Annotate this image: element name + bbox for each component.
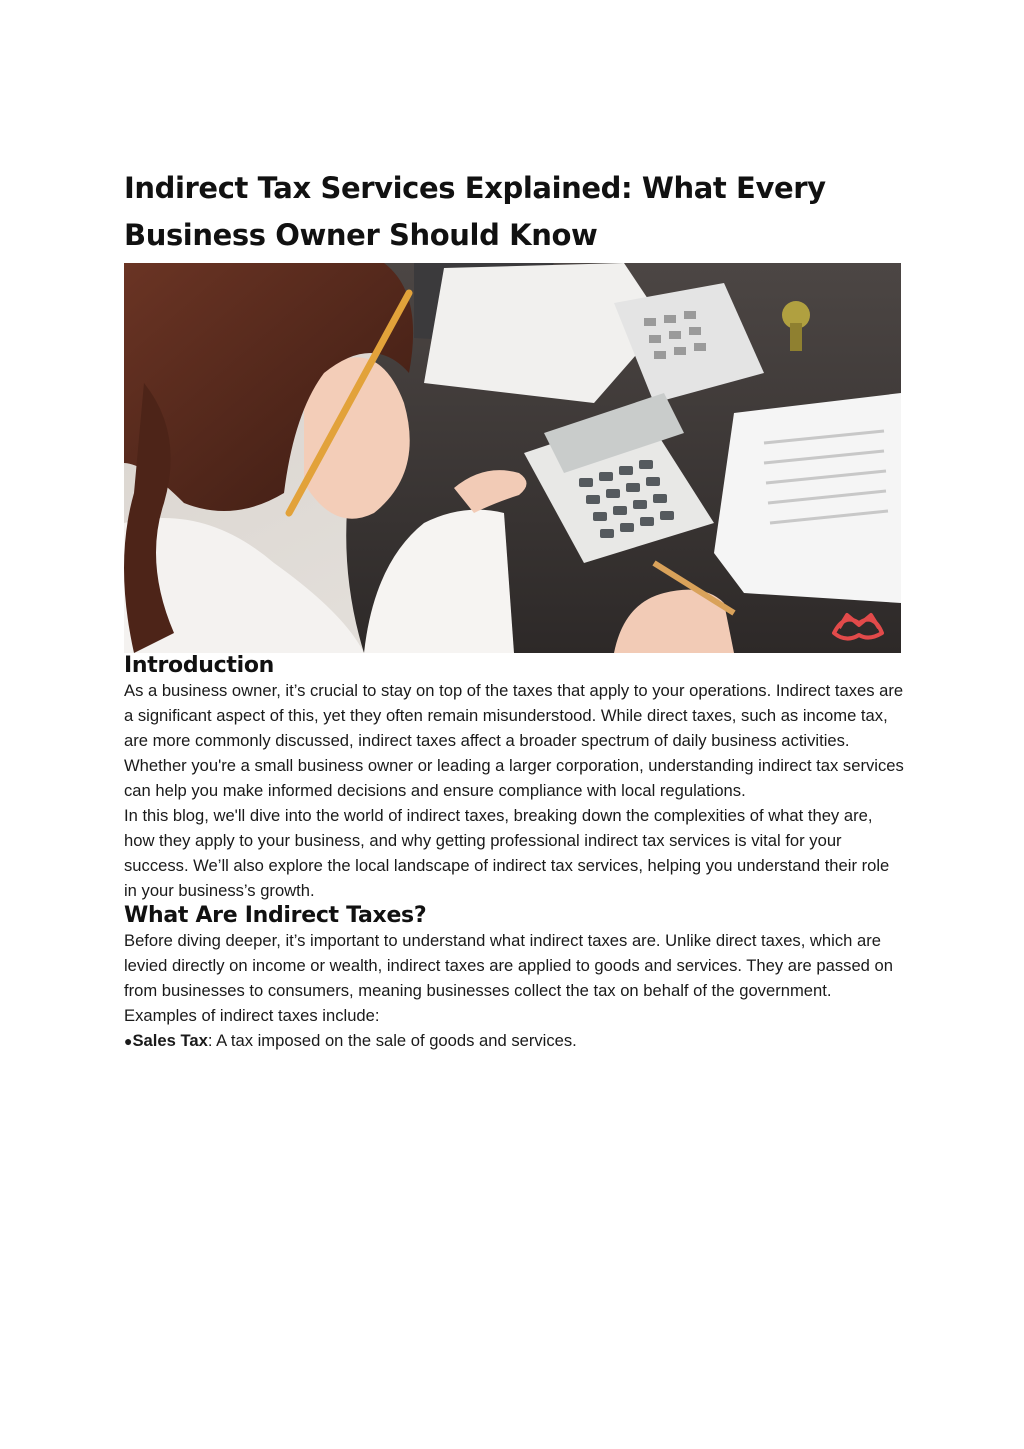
document-page bbox=[124, 165, 904, 1054]
hero-image bbox=[124, 263, 901, 653]
page-title: Indirect Tax Services Explained: What Every Business Owner Should Know bbox=[124, 171, 826, 252]
what-paragraph: Before diving deeper, it’s important to understand what indirect taxes are. Unlike direct taxes, which are levied directly on income or wealth, indirect taxes are applied to goods and services. They are passed on from businesses to consumers, meaning businesses collect the tax on behalf of the government. bbox=[124, 931, 893, 1000]
list-item bbox=[124, 1028, 904, 1054]
examples-intro: Examples of indirect taxes include: bbox=[124, 1006, 380, 1025]
bullet-icon: ● bbox=[124, 1033, 133, 1049]
intro-paragraph: As a business owner, it’s crucial to stay on top of the taxes that apply to your operations. Indirect taxes are a significant aspect of this, yet they often remain misunderstood. While direct taxes, such as income tax, are more commonly discussed, indirect taxes affect a broader spectrum of daily business activities. Whether you're a small business owner or leading a larger corporation, understanding indirect tax services can help you make informed decisions and ensure compliance with local regulations. bbox=[124, 681, 904, 800]
introduction-heading: Introduction bbox=[124, 653, 275, 678]
list-item-term: Sales Tax bbox=[132, 1031, 208, 1050]
intro-paragraph: In this blog, we'll dive into the world of indirect taxes, breaking down the complexities of what they are, how they apply to your business, and why getting professional indirect tax services is vital for your success. We’ll also explore the local landscape of indirect tax services, helping you understand their role in your business’s growth. bbox=[124, 806, 890, 900]
what-are-indirect-taxes-heading: What Are Indirect Taxes? bbox=[124, 903, 427, 928]
hero-illustration bbox=[124, 263, 901, 653]
list-item-definition: : A tax imposed on the sale of goods and services. bbox=[207, 1031, 577, 1050]
